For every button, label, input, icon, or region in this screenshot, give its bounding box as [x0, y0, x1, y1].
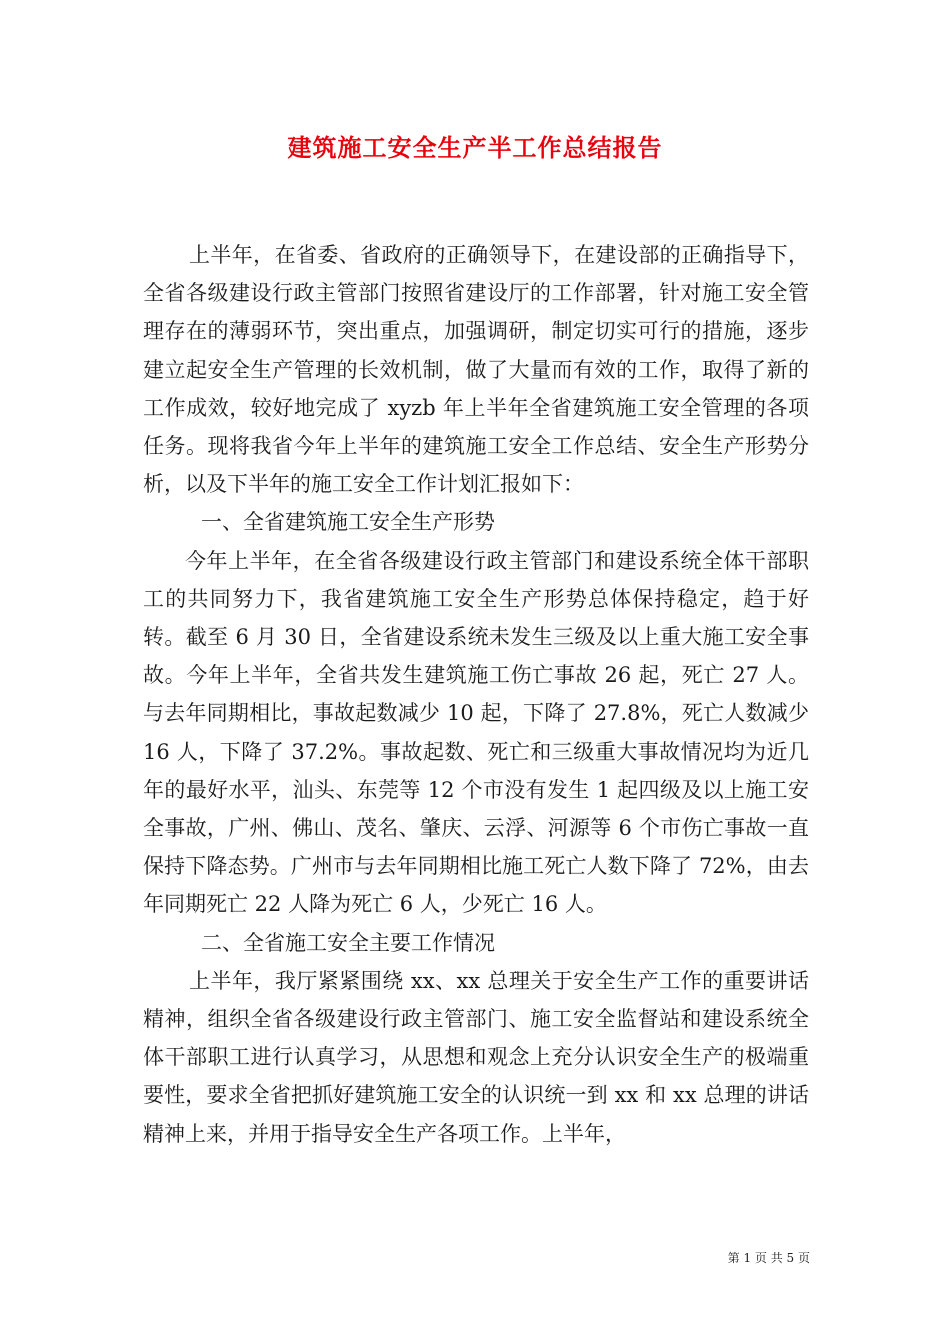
section-2-paragraph: 上半年，我厅紧紧围绕 xx、xx 总理关于安全生产工作的重要讲话精神，组织全省各级建设行政主管部门、施工安全监督站和建设系统全体干部职工进行认真学习，从思想和观念上充分认识安全生产的极端重要性，要求全省把抓好建筑施工安全的认识统一到 xx 和 xx 总理的讲话精神上来，并用于指导安全生产各项工作。上半年，	[143, 968, 809, 1146]
section-1-paragraph: 今年上半年，在全省各级建设行政主管部门和建设系统全体干部职工的共同努力下，我省建筑施工安全生产形势总体保持稳定，趋于好转。截至 6 月 30 日，全省建设系统未发生三级及以上重大施工安全事故。今年上半年，全省共发生建筑施工伤亡事故 26 起，死亡 27 人。与去年同期相比，事故起数减少 10 起，下降了 27.8%，死亡人数减少 16 人，下降了 37.2%。事故起数、死亡和三级重大事故情况均为近几年的最好水平，汕头、东莞等 12 个市没有发生 1 起四级及以上施工安全事故，广州、佛山、茂名、肇庆、云浮、河源等 6 个市伤亡事故一直保持下降态势。广州市与去年同期相比施工死亡人数下降了 72%，由去年同期死亡 22 人降为死亡 6 人，少死亡 16 人。	[143, 548, 809, 917]
section-heading-2: 二、全省施工安全主要工作情况	[201, 930, 495, 955]
page-number-footer: 第 1 页 共 5 页	[727, 1251, 810, 1265]
document-body	[143, 236, 809, 1153]
intro-paragraph: 上半年，在省委、省政府的正确领导下，在建设部的正确指导下，全省各级建设行政主管部门按照省建设厅的工作部署，针对施工安全管理存在的薄弱环节，突出重点，加强调研，制定切实可行的措施，逐步建立起安全生产管理的长效机制，做了大量而有效的工作，取得了新的工作成效，较好地完成了 xyzb 年上半年全省建筑施工安全管理的各项任务。现将我省今年上半年的建筑施工安全工作总结、安全生产形势分析，以及下半年的施工安全工作计划汇报如下：	[143, 243, 809, 497]
section-heading-1: 一、全省建筑施工安全生产形势	[201, 510, 495, 535]
document-title: 建筑施工安全生产半工作总结报告	[287, 133, 663, 162]
